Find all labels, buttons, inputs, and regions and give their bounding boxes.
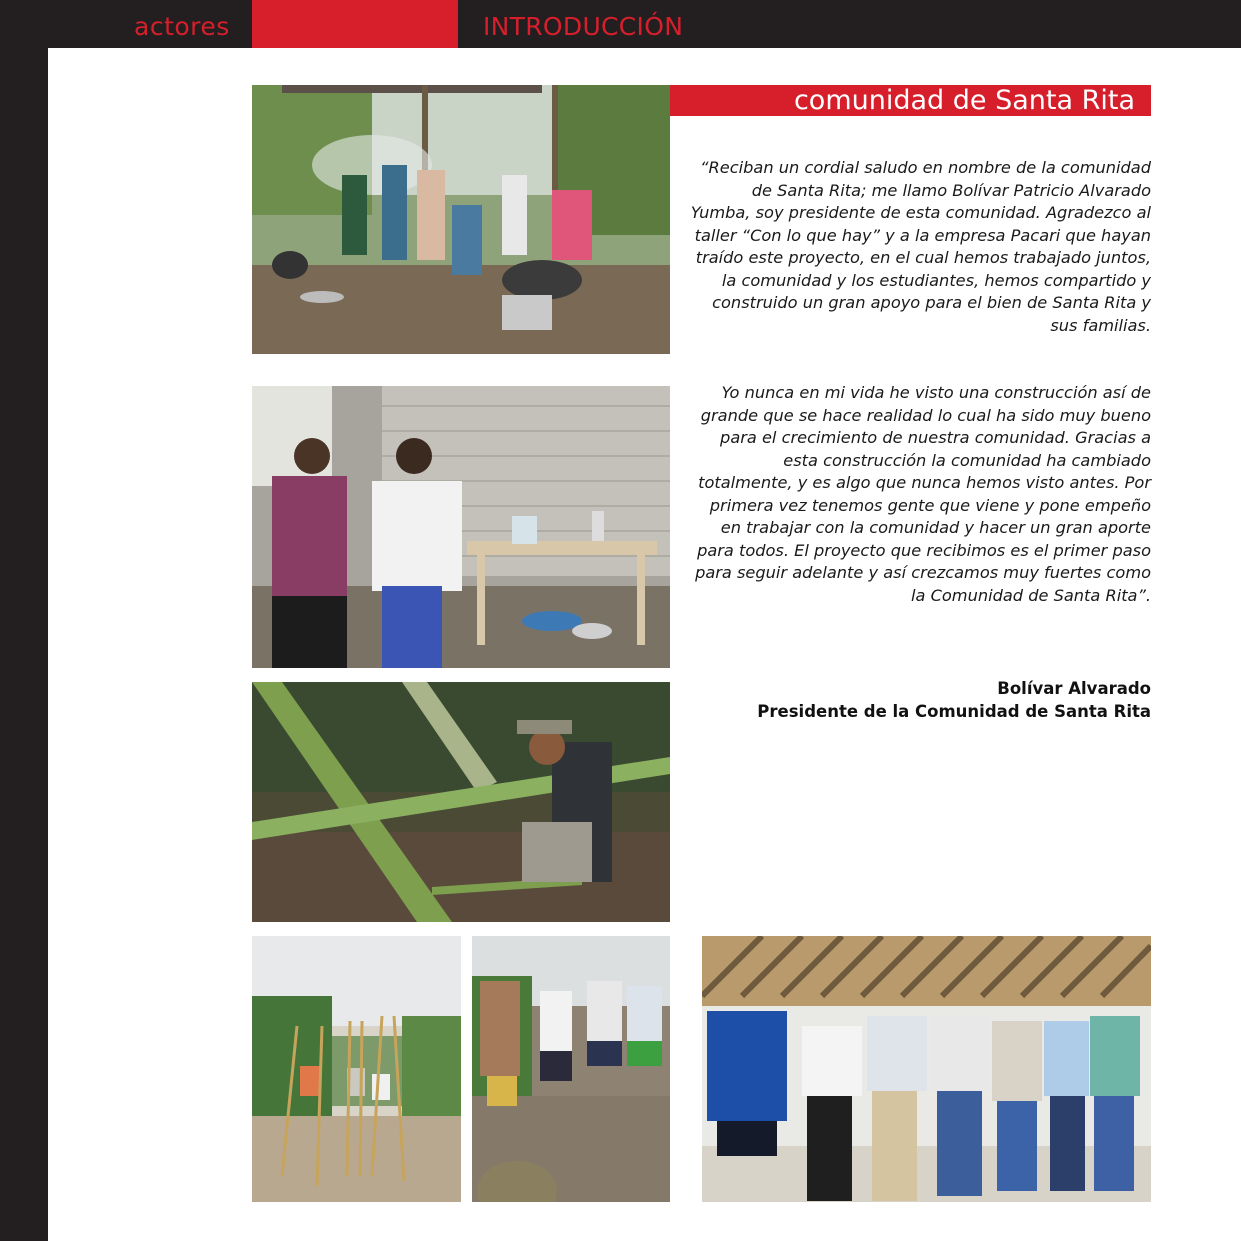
- photo-community-men: [702, 936, 1151, 1202]
- title-banner: [670, 85, 1151, 116]
- photo-children-group: [472, 936, 670, 1202]
- section-label: actores: [134, 12, 230, 41]
- quote-paragraph-1: “Reciban un cordial saludo en nombre de la comunidad de Santa Rita; me llamo Bolívar Patricio Alvarado Yumba, soy presidente de esta comunidad. Agradezco al taller “Con lo que hay” y a la empresa Pacari que hayan traído este proyecto, en el cual hemos trabajado juntos, la comunidad y los estudiantes, hemos compartido y construido un gran apoyo para el bien de Santa Rita y sus familias.: [690, 158, 1151, 335]
- photo-children-stilts: [252, 936, 461, 1202]
- photo-kitchen-women: [252, 386, 670, 668]
- photo-bamboo-construction: [252, 682, 670, 922]
- section-title: comunidad de Santa Rita: [793, 85, 1135, 116]
- photo-community-cooking: [252, 85, 670, 354]
- signature-role: Presidente de la Comunidad de Santa Rita: [757, 702, 1151, 721]
- quote-paragraph-2: Yo nunca en mi vida he visto una construcción así de grande que se hace realidad lo cual ha sido muy bueno para el crecimiento de nuestra comunidad. Gracias a esta construcción la comunidad ha cambiado totalmente, y es algo que nunca hemos visto antes. Por primera vez tenemos gente que viene y pone empeño en trabajar con la comunidad y hacer un gran aporte para todos. El proyecto que recibimos es el primer paso para seguir adelante y así crezcamos muy fuertes como la Comunidad de Santa Rita”.: [695, 383, 1151, 605]
- header-red-block: [252, 0, 458, 48]
- signature-name: Bolívar Alvarado: [997, 679, 1151, 698]
- page-right-edge: [1224, 48, 1241, 1241]
- chapter-label: INTRODUCCIÓN: [483, 12, 684, 41]
